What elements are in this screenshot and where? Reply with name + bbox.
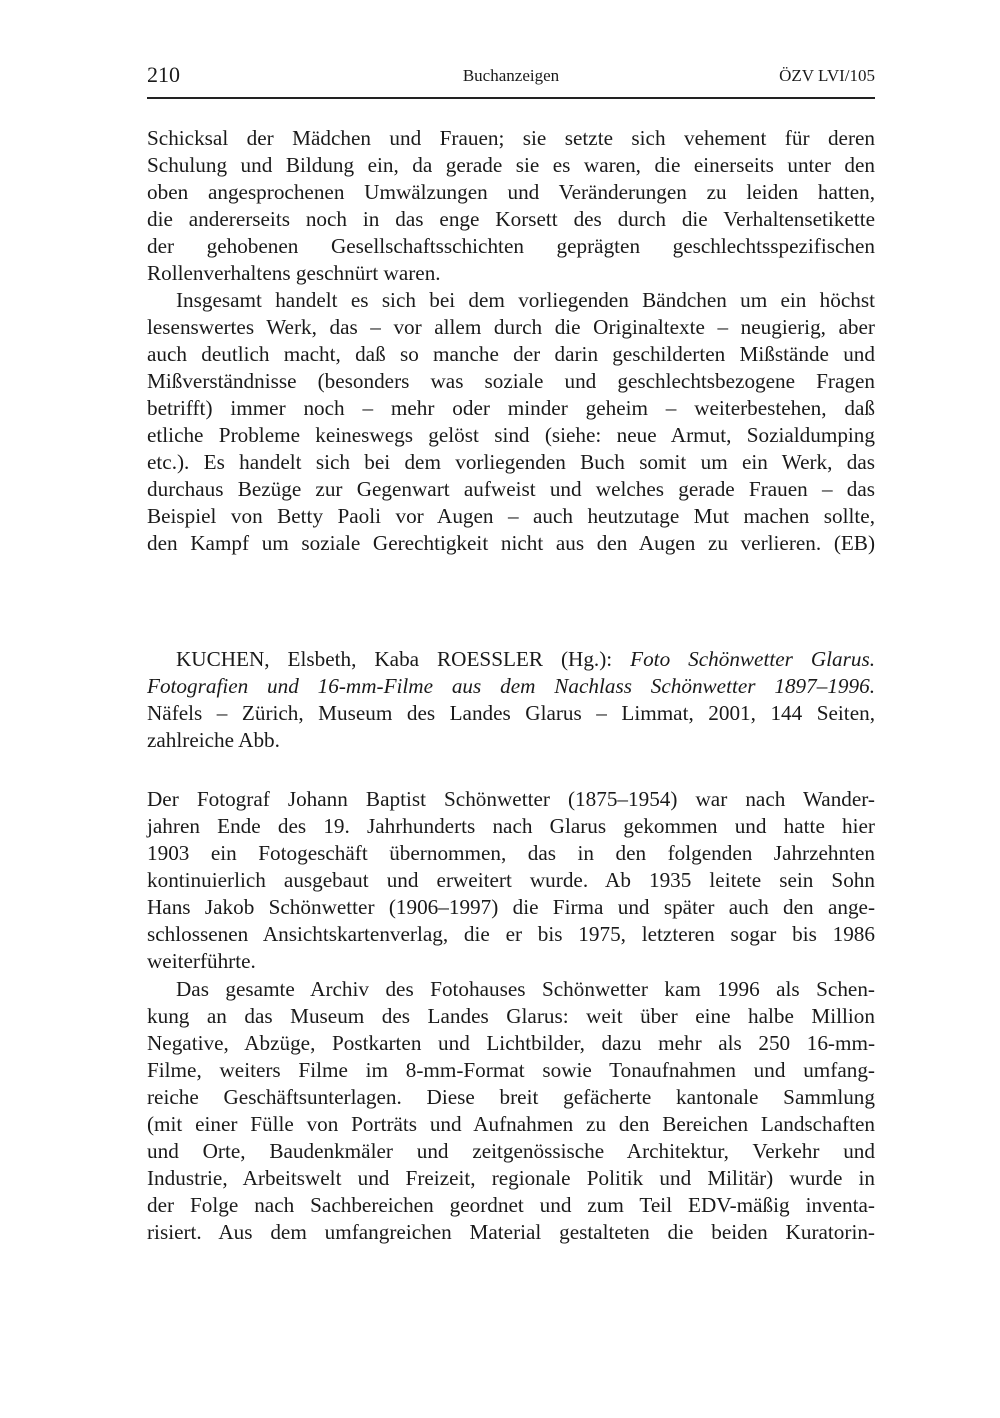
text-line: Das gesamte Archiv des Fotohauses Schönwetter kam 1996 als Schen- [176, 977, 875, 1001]
text-line: Rollenverhaltens geschnürt waren. [147, 261, 441, 285]
header-rule [147, 97, 875, 99]
text-line: schlossenen Ansichtskartenverlag, die er bis 1975, letzteren sogar bis 1986 [147, 922, 875, 946]
text-line: reiche Geschäftsunterlagen. Diese breit gefächerte kantonale Sammlung [147, 1085, 875, 1109]
text-line: Negative, Abzüge, Postkarten und Lichtbilder, dazu mehr als 250 16-mm- [147, 1031, 875, 1055]
text-line: Schicksal der Mädchen und Frauen; sie setzte sich vehement für deren [147, 126, 875, 150]
text-line: kung an das Museum des Landes Glarus: weit über eine halbe Million [147, 1004, 875, 1028]
text-line: etc.). Es handelt sich bei dem vorliegenden Buch somit um ein Werk, das [147, 450, 875, 474]
text-line: jahren Ende des 19. Jahrhunderts nach Glarus gekommen und hatte hier [147, 814, 875, 838]
review2-paragraph1 [147, 786, 875, 975]
text-line: lesenswertes Werk, das – vor allem durch die Originaltexte – neugierig, aber [147, 315, 875, 339]
text-line: und Orte, Baudenkmäler und zeitgenössische Architektur, Verkehr und [147, 1139, 875, 1163]
text-line: risiert. Aus dem umfangreichen Material gestalteten die beiden Kuratorin- [147, 1220, 875, 1244]
review1-paragraph2 [147, 287, 875, 557]
text-line: oben angesprochenen Umwälzungen und Veränderungen zu leiden hatten, [147, 180, 875, 204]
review2-citation [147, 646, 875, 754]
text-line: durchaus Bezüge zur Gegenwart aufweist und welches gerade Frauen – das [147, 477, 875, 501]
citation-extent: zahlreiche Abb. [147, 728, 280, 752]
text-line: betrifft) immer noch – mehr oder minder geheim – weiterbestehen, daß [147, 396, 875, 420]
section-title: Buchanzeigen [462, 66, 560, 85]
running-header [147, 62, 875, 92]
journal-reference: ÖZV LVI/105 [779, 66, 875, 85]
text-line: etliche Probleme keineswegs gelöst sind (siehe: neue Armut, Sozialdumping [147, 423, 875, 447]
text-line: Industrie, Arbeitswelt und Freizeit, regionale Politik und Militär) wurde in [147, 1166, 875, 1190]
text-line: Hans Jakob Schönwetter (1906–1997) die Firma und später auch den ange- [147, 895, 875, 919]
text-line: der gehobenen Gesellschaftsschichten geprägten geschlechtsspezifischen [147, 234, 875, 258]
text-line: kontinuierlich ausgebaut und erweitert wurde. Ab 1935 leitete sein Sohn [147, 868, 875, 892]
text-line: den Kampf um soziale Gerechtigkeit nicht aus den Augen zu verlieren. (EB) [147, 531, 875, 555]
citation-line-1 [147, 646, 875, 673]
text-line: Insgesamt handelt es sich bei dem vorliegenden Bändchen um ein höchst [176, 288, 875, 312]
text-line: Schulung und Bildung ein, da gerade sie es waren, die einerseits unter den [147, 153, 875, 177]
review2-paragraph2 [147, 976, 875, 1246]
citation-publication: Näfels – Zürich, Museum des Landes Glarus – Limmat, 2001, 144 Seiten, [147, 701, 875, 725]
text-line: Der Fotograf Johann Baptist Schönwetter (1875–1954) war nach Wander- [147, 787, 875, 811]
text-line: der Folge nach Sachbereichen geordnet und zum Teil EDV-mäßig inventa- [147, 1193, 875, 1217]
citation-line-2 [147, 673, 875, 700]
text-line: Beispiel von Betty Paoli vor Augen – auch heutzutage Mut machen sollte, [147, 504, 875, 528]
text-line: Filme, weiters Filme im 8-mm-Format sowie Tonaufnahmen und umfang- [147, 1058, 875, 1082]
text-line: 1903 ein Fotogeschäft übernommen, das in den folgenden Jahrzehnten [147, 841, 875, 865]
page-number: 210 [147, 62, 180, 87]
citation-title: Foto Schönwetter Glarus. [630, 647, 875, 671]
text-line: weiterführte. [147, 949, 256, 973]
text-line: Mißverständnisse (besonders was soziale und geschlechtsbezogene Fragen [147, 369, 875, 393]
citation-authors: KUCHEN, Elsbeth, Kaba ROESSLER (Hg.): [176, 647, 631, 671]
text-line: die andererseits noch in das enge Korsett des durch die Verhaltensetikette [147, 207, 875, 231]
text-line: (mit einer Fülle von Porträts und Aufnahmen zu den Bereichen Landschaften [147, 1112, 875, 1136]
citation-subtitle: Fotografien und 16-mm-Filme aus dem Nachlass Schönwetter 1897–1996. [147, 674, 875, 698]
text-line: auch deutlich macht, daß so manche der darin geschilderten Mißstände und [147, 342, 875, 366]
review1-paragraph1 [147, 125, 875, 287]
